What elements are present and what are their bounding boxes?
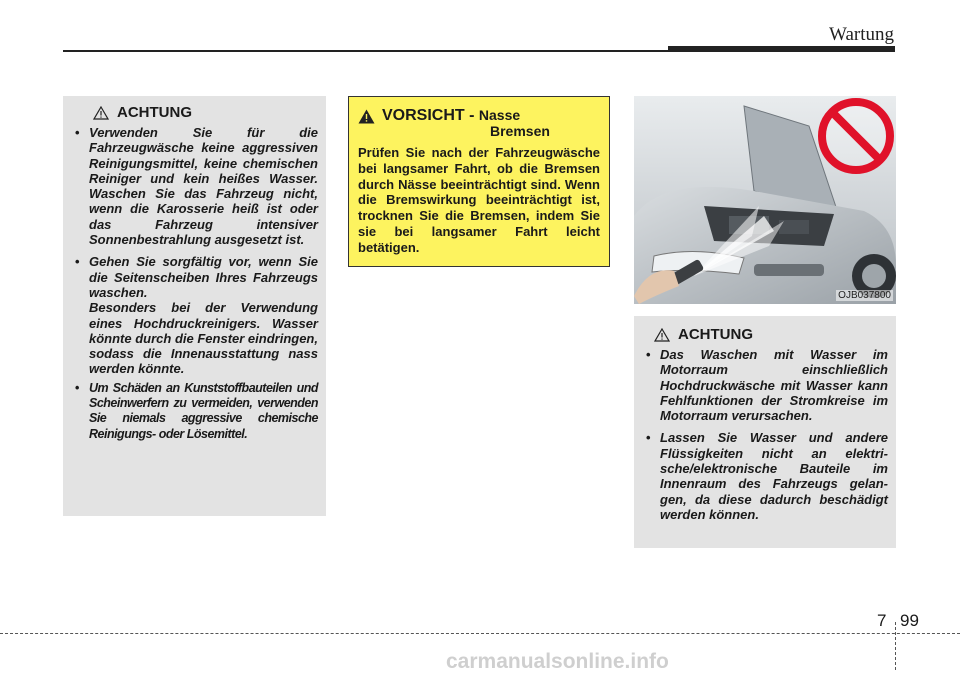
warning-item: • Um Schäden an Kunststoffbauteilen und Scheinwerfern zu vermeiden, verwenden Sie niemals aggressive chemische Reinigungs- oder Lösemittel. — [73, 381, 318, 442]
warning-heading-text: ACHTUNG — [678, 326, 753, 343]
footer-divider — [895, 622, 896, 670]
warning-triangle-icon — [654, 328, 670, 342]
warning-heading-text: ACHTUNG — [117, 104, 192, 121]
header-rule-accent — [668, 46, 895, 52]
warning-heading — [654, 326, 888, 343]
warning-item — [73, 254, 318, 376]
warning-item-text: Gehen Sie sorgfältig vor, wenn Sie die Seitenscheiben Ihres Fahrzeugs waschen. — [89, 254, 318, 300]
image-code: OJB037800 — [838, 290, 891, 301]
warning-item: • Lassen Sie Wasser und andere Flüssigkeiten nicht an elektri-sche/elektronische Bauteile im Innenraum des Fahrzeugs gelan-gen, da diese dadurch beschädigt werden können. — [644, 430, 888, 522]
watermark: carmanualsonline.info — [446, 650, 669, 673]
caution-heading-sub1: Nasse — [478, 107, 521, 123]
warning-list — [644, 347, 888, 522]
warning-heading — [93, 104, 318, 121]
warning-item: • Verwenden Sie für die Fahrzeugwäsche keine aggressiven Reinigungsmittel, keine chemischen Reiniger und kein heißes Wasser. Waschen Sie das Fahrzeug nicht, wenn die Karosserie heiß ist oder das Fahrzeug intensiver Sonnenbestrahlung ausgesetzt ist. — [73, 125, 318, 247]
warning-list — [73, 125, 318, 442]
caution-heading-sub2: Bremsen — [490, 123, 550, 139]
warning-item-subtext: Besonders bei der Verwendung eines Hochdruckreinigers. Wasser könnte durch die Fenster eindringen, sodass die Innenausstattung nass werden könnte. — [89, 300, 318, 377]
chapter-number: 7 — [877, 611, 887, 630]
footer-rule — [0, 633, 960, 634]
engine-wash-prohibited-image — [634, 96, 896, 304]
caution-heading-text: VORSICHT - — [382, 107, 475, 124]
car-hood-illustration — [634, 96, 896, 304]
caution-box — [348, 96, 610, 267]
warning-item: • Das Waschen mit Wasser im Motorraum einschließlich Hochdruckwäsche mit Wasser kann Fehlfunktionen der Stromkreise im Motorraum verursachen. — [644, 347, 888, 423]
page-number: 99 — [900, 611, 919, 630]
warning-box-left — [63, 96, 326, 516]
caution-body: Prüfen Sie nach der Fahrzeugwäsche bei langsamer Fahrt, ob die Bremsen durch Nässe beeinträchtigt sind. Wenn die Bremswirkung beeinträchtigt ist, trocknen Sie die Bremsen, indem Sie sie bei langsamer Fahrt leicht betätigen. — [358, 145, 600, 255]
warning-triangle-icon — [358, 109, 375, 124]
section-title: Wartung — [829, 24, 894, 45]
warning-box-right — [634, 316, 896, 548]
warning-triangle-icon — [93, 106, 109, 120]
